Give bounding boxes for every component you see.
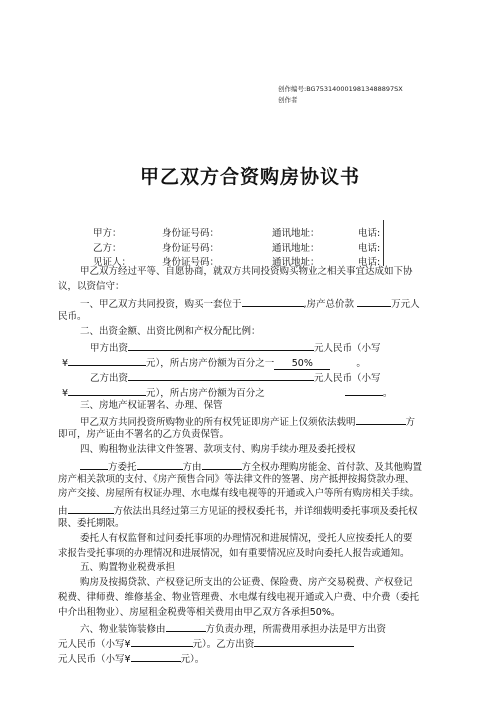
party-a-renovation-blank — [131, 636, 193, 647]
party-b-label: 乙方： — [93, 243, 122, 254]
clause-2-heading: 二、出资金额、出资比例和产权分配比例： — [80, 326, 261, 337]
document-serial: 创作编号:BG7531400019813488897SX — [278, 85, 403, 93]
party-b-contribution-line-1: 乙方出资 元人民币（小写 — [90, 370, 381, 385]
intro-line-2: 议，以资信守： — [58, 281, 125, 292]
clause-4-heading: 四、购租物业法律文件签署、款项支付、购房手续办理及委托授权 — [80, 444, 356, 455]
party-b-id-label: 身份证号码： — [162, 243, 220, 254]
clause-6-line-3: 元人民币（小写¥ 元）。 — [58, 651, 204, 666]
party-b-renovation-numeric-blank — [131, 651, 181, 662]
party-b-contribution-line-2: ¥ 元），所占房产份额为百分之 。 — [62, 385, 392, 400]
clause-4-line-1: 方委托 方由 方全权办理购房能金、首付款、及其他购置 — [80, 459, 422, 474]
document-title: 甲乙双方合资购房协议书 — [139, 166, 360, 188]
witness-label: 见证人： — [93, 257, 132, 268]
total-price-blank — [357, 296, 391, 307]
party-a-share-value: 50% — [274, 359, 330, 370]
clause-4-line-5: 限、委托期限。 — [58, 518, 125, 529]
party-b-numeric-blank — [68, 385, 146, 396]
handler-blank — [202, 459, 242, 470]
clause-4-line-2: 房产相关款项的支付、《房产预售合同》等法律文件的签署、房产抵押按揭贷款办理、 — [58, 474, 415, 485]
clause-4-line-7: 求报告受托事项的办理情况和进展情况，如有重要情况应及时向委托人报告或通知。 — [58, 548, 410, 559]
party-a-label: 甲方： — [93, 228, 122, 239]
intro-line-1: 甲乙双方经过平等、自愿协商，就双方共同投资购买物业之相关事宜达成如下协 — [80, 266, 413, 277]
clause-1-line-2: 民币。 — [58, 311, 87, 322]
clause-5-line-2: 税费、律师费、维修基金、物业管理费、水电煤有线电视开通或入户费、中介费（委托 — [58, 592, 420, 603]
clause-5-line-3: 中介出租物业）、房屋租金税费等相关费用由甲乙双方各承担50%。 — [58, 607, 341, 618]
party-table-edge — [383, 220, 384, 266]
party-b-amount-blank — [128, 370, 314, 381]
party-a-phone-label: 电话: — [358, 228, 381, 239]
party-a-amount-blank — [128, 340, 314, 351]
party-b-address-label: 通讯地址： — [272, 243, 320, 254]
clause-6-line-1: 六、物业装饰装修由 方负责办理，所需费用承担办法是甲方出资 — [80, 621, 386, 636]
property-address-blank — [242, 296, 304, 307]
grantor-blank — [68, 503, 114, 514]
clause-4-line-6: 委托人有权监督和过问委托事项的办理情况和进展情况，受托人应按委托人的要 — [80, 533, 413, 544]
renovation-party-blank — [166, 621, 206, 632]
witness-address-label: 通讯地址： — [272, 257, 320, 268]
party-a-contribution-line-2: ¥ 元），所占房产份额为百分之一 50% 。 — [62, 355, 366, 370]
document-author: 创作者 — [278, 96, 298, 104]
clause-5-heading: 五、购置物业税费承担 — [80, 562, 176, 573]
agent-blank — [137, 459, 183, 470]
clause-4-line-4: 由 方依法出具经过第三方见证的授权委托书，并详细载明委托事项及委托权 — [58, 503, 418, 518]
party-a-contribution-line-1: 甲方出资 元人民币（小写 — [90, 340, 381, 355]
party-a-numeric-blank — [68, 355, 146, 366]
clause-3-heading: 三、房地产权证署名、办理、保管 — [80, 400, 223, 411]
principal-blank — [80, 459, 108, 470]
clause-5-line-1: 购房及按揭贷款、产权登记所支出的公证费、保险费、房产交易税费、产权登记 — [80, 577, 413, 588]
title-holder-blank — [356, 414, 406, 425]
witness-id-label: 身份证号码： — [162, 257, 220, 268]
clause-6-line-2: 元人民币（小写¥ 元）。乙方出资 — [58, 636, 354, 651]
party-b-renovation-amount-blank — [254, 636, 354, 647]
clause-3-line-2: 即可，房产证由不署名的乙方负责保管。 — [58, 429, 230, 440]
clause-4-line-3: 房产交接、房屋所有权证办理、水电煤有线电视等的开通或入户等所有购房相关手续。 — [58, 488, 420, 499]
party-b-share-blank — [345, 385, 383, 396]
clause-3-line-1: 甲乙双方共同投资所购物业的所有权凭证即房产证上仅须依法载明 方 — [80, 414, 415, 429]
party-b-phone-label: 电话: — [358, 243, 381, 254]
witness-phone-label: 电话: — [358, 257, 381, 268]
clause-1-line-1: 一、甲乙双方共同投资，购买一套位于 ,房产总价款 万元人 — [80, 296, 420, 311]
party-a-id-label: 身份证号码： — [162, 228, 220, 239]
party-a-address-label: 通讯地址： — [272, 228, 320, 239]
